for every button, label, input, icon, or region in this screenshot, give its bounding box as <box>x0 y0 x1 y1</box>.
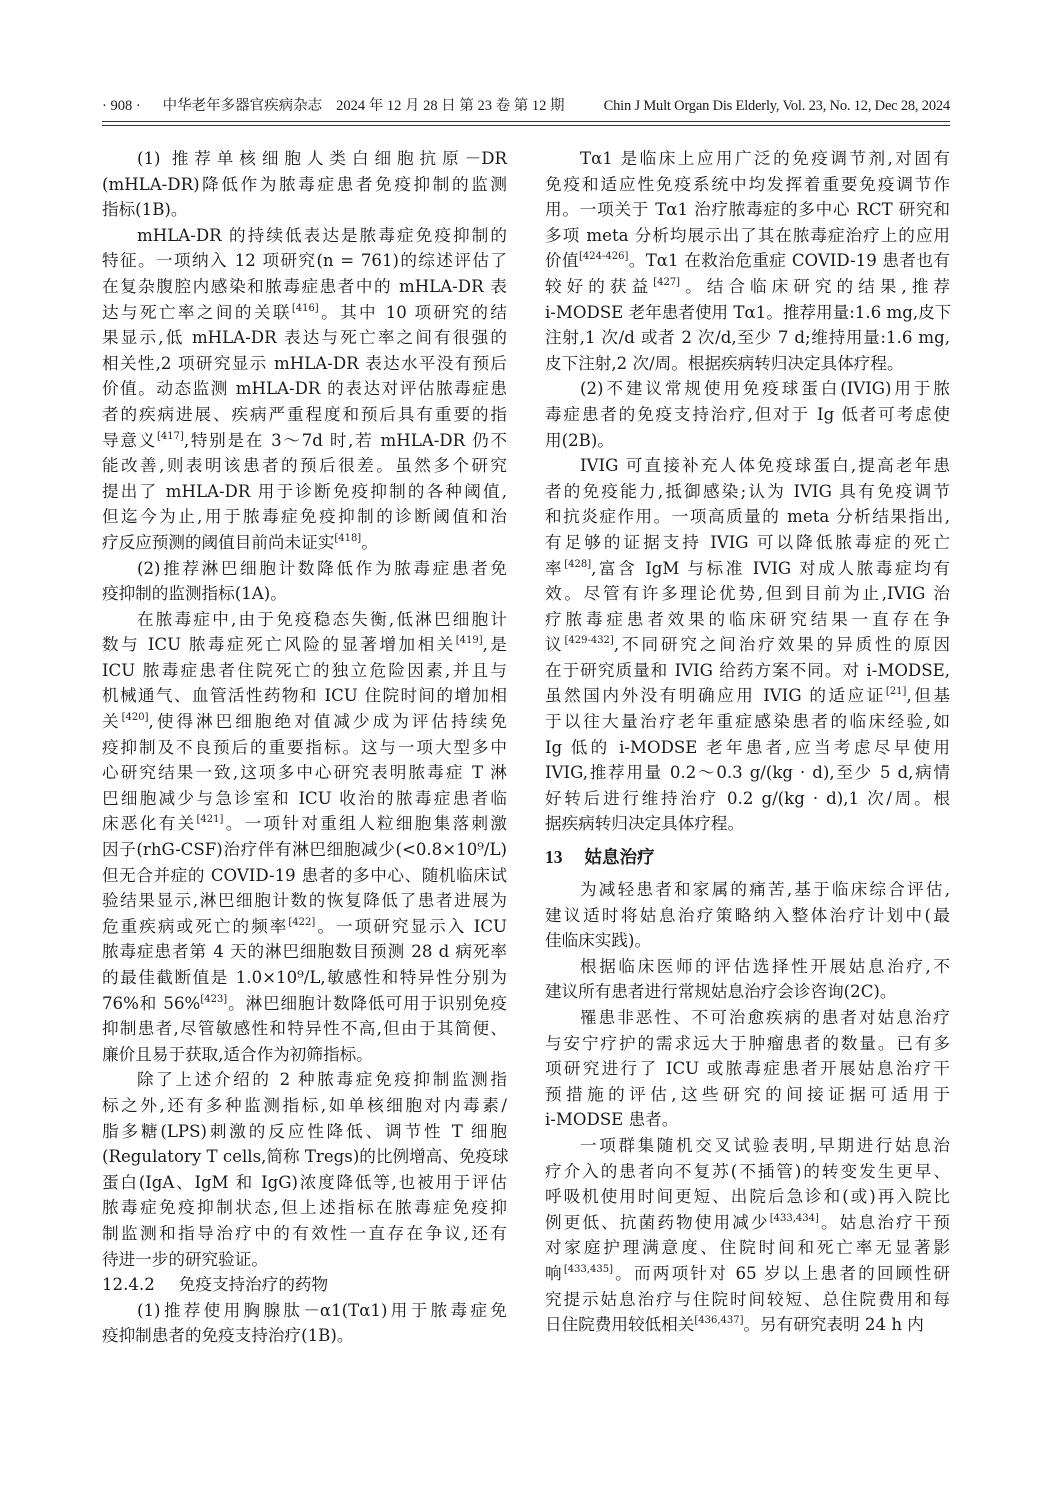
text-line <box>102 172 507 198</box>
line-text: 据疾病转归决定具体疗程。 <box>545 814 745 834</box>
text-line <box>102 453 507 479</box>
text-line <box>102 1042 507 1068</box>
line-text: 脓毒症患者第 4 天的淋巴细胞数目预测 28 d 病死率 <box>102 942 507 962</box>
line-text: i-MODSE 患者。 <box>545 1110 679 1130</box>
text-line <box>102 1067 507 1093</box>
text-line <box>545 172 950 198</box>
text-line <box>545 811 950 837</box>
line-text: 标之外,还有多种监测指标,如单核细胞对内毒素/ <box>102 1095 507 1115</box>
text-line <box>102 735 507 761</box>
line-text-continued: 。结合临床研究的结果,推荐 <box>680 276 951 296</box>
line-text: 蛋白(IgA、IgM 和 IgG)浓度降低等,也被用于评估 <box>102 1172 507 1192</box>
line-text: 数与 ICU 脓毒症死亡风险的显著增加相关 <box>102 635 456 655</box>
text-line <box>102 760 507 786</box>
line-text: 佳临床实践)。 <box>545 931 652 951</box>
text-line <box>102 1119 507 1145</box>
line-text: 疫抑制及不良预后的重要指标。这与一项大型多中 <box>102 737 507 757</box>
line-text: 巴细胞减少与急诊室和 ICU 收治的脓毒症患者临 <box>102 788 507 808</box>
citation-reference[interactable]: [418] <box>334 532 362 544</box>
citation-reference[interactable]: [436,437] <box>694 1315 744 1327</box>
text-line <box>102 683 507 709</box>
citation-reference[interactable]: [420] <box>121 712 149 724</box>
text-line <box>102 863 507 889</box>
citation-reference[interactable]: [419] <box>455 635 483 647</box>
line-text-continued: ,但基 <box>906 686 950 706</box>
line-text: 建议所有患者进行常规姑息治疗会诊咨询(2C)。 <box>545 982 897 1002</box>
line-text-continued: 。姑息治疗干预 <box>818 1212 951 1232</box>
line-text: 根据临床医师的评估选择性开展姑息治疗,不 <box>580 956 950 976</box>
text-line <box>102 428 507 454</box>
line-text: 罹患非恶性、不可治愈疾病的患者对姑息治疗 <box>580 1008 950 1027</box>
line-text: 有足够的证据支持 IVIG 可以降低脓毒症的死亡 <box>545 532 950 552</box>
citation-reference[interactable]: [429-432] <box>564 635 614 647</box>
line-text: 者的疾病进展、疾病严重程度和预后具有重要的指 <box>102 404 507 424</box>
subsection-title: 免疫支持治疗的药物 <box>178 1275 329 1295</box>
line-text: 价值 <box>545 251 579 271</box>
line-text: 项研究进行了 ICU 或脓毒症患者开展姑息治疗干 <box>545 1059 950 1079</box>
text-line <box>545 1210 950 1236</box>
text-line <box>102 581 507 607</box>
line-text: 抑制患者,尽管敏感性和特异性不高,但由于其简便、 <box>102 1019 507 1039</box>
line-text: 脓毒症免疫抑制状态,但上述指标在脓毒症免疫抑 <box>102 1198 507 1218</box>
text-line <box>102 1016 507 1042</box>
text-line <box>545 760 950 786</box>
text-line <box>102 274 507 300</box>
text-line <box>545 903 950 929</box>
left-lines <box>102 146 507 1272</box>
line-text-continued: 。Tα1 在救治危重症 COVID-19 患者也有 <box>628 251 950 271</box>
line-text: 除了上述介绍的 2 种脓毒症免疫抑制监测指 <box>137 1070 507 1090</box>
line-text: 但迄今为止,用于脓毒症免疫抑制的诊断阈值和治 <box>102 507 507 527</box>
line-text-continued: 。一项研究显示入 ICU <box>315 916 507 936</box>
line-text: 因子(rhG-CSF)治疗伴有淋巴细胞减少(<0.8×10⁹/L) <box>102 840 507 860</box>
line-text: 在于研究质量和 IVIG 给药方案不同。对 i-MODSE, <box>545 660 950 680</box>
text-line <box>545 1082 950 1108</box>
text-line <box>102 632 507 658</box>
text-line <box>545 376 950 402</box>
text-line <box>545 274 950 300</box>
journal-title-cn: 中华老年多器官疾病杂志 <box>162 98 323 114</box>
text-line <box>545 453 950 479</box>
text-line <box>102 709 507 735</box>
text-line <box>102 197 507 223</box>
right-column <box>545 146 950 1338</box>
citation-reference[interactable]: [433,435] <box>563 1263 613 1275</box>
subsection-heading <box>102 1272 507 1298</box>
text-line <box>545 1235 950 1261</box>
line-text: Ig 低的 i-MODSE 老年患者,应当考虑尽早使用 <box>545 737 950 757</box>
text-line <box>102 1144 507 1170</box>
text-line <box>102 1323 507 1349</box>
line-text: 呼吸机使用时间更短、出院后急诊和(或)再入院比 <box>545 1187 950 1207</box>
line-text: 验结果显示,淋巴细胞计数的恢复降低了患者进展为 <box>102 891 507 911</box>
text-line <box>102 556 507 582</box>
line-text: 用。一项关于 Tα1 治疗脓毒症的多中心 RCT 研究和 <box>545 200 950 220</box>
text-line <box>545 530 950 556</box>
line-text-continued: ,使得淋巴细胞绝对值减少成为评估持续免 <box>148 712 507 732</box>
text-line <box>545 658 950 684</box>
line-text: IVIG,推荐用量 0.2～0.3 g/(kg · d),至少 5 d,病情 <box>545 763 950 783</box>
line-text: 提出了 mHLA-DR 用于诊断免疫抑制的各种阈值, <box>102 481 507 501</box>
line-text: 建议适时将姑息治疗策略纳入整体治疗计划中(最 <box>545 905 950 925</box>
text-line <box>545 1107 950 1133</box>
text-line <box>545 1133 950 1159</box>
line-text: 在脓毒症中,由于免疫稳态失衡,低淋巴细胞计 <box>137 609 507 629</box>
text-line <box>102 248 507 274</box>
line-text: 用(2B)。 <box>545 430 614 450</box>
text-line <box>545 632 950 658</box>
line-text-continued: ,富含 IgM 与标准 IVIG 对成人脓毒症均有 <box>591 558 951 578</box>
text-line <box>102 504 507 530</box>
left-lines-after <box>102 1298 507 1349</box>
line-text: 76%和 56% <box>102 993 201 1013</box>
line-text: ICU 脓毒症患者住院死亡的独立危险因素,并且与 <box>102 660 507 680</box>
line-text: (1)推荐使用胸腺肽－α1(Tα1)用于脓毒症免 <box>137 1300 507 1320</box>
section-number: 13 <box>545 847 563 868</box>
line-text: 一项群集随机交叉试验表明,早期进行姑息治 <box>580 1135 950 1155</box>
line-text: 导意义 <box>102 430 157 450</box>
text-line <box>102 479 507 505</box>
text-line <box>102 1093 507 1119</box>
line-text: 的最佳截断值是 1.0×10⁹/L,敏感性和特异性分别为 <box>102 968 507 987</box>
line-text: 指标(1B)。 <box>102 200 188 220</box>
line-text: 床恶化有关 <box>102 814 197 834</box>
line-text: 但无合并症的 COVID-19 患者的多中心、随机临床试 <box>102 865 507 885</box>
line-text: 究提示姑息治疗与住院时间较短、总住院费用和每 <box>545 1289 950 1309</box>
text-line <box>545 735 950 761</box>
issue-date-cn: 2024 年 12 月 28 日 第 23 卷 第 12 期 <box>336 98 565 114</box>
line-text: 注射,1 次/d 或者 2 次/d,至少 7 d;维持用量:1.6 mg, <box>545 328 950 348</box>
text-line <box>102 376 507 402</box>
text-line <box>102 888 507 914</box>
text-line <box>545 402 950 428</box>
line-text-continued: 。 <box>361 532 378 552</box>
text-line <box>545 1287 950 1313</box>
running-header <box>102 94 950 116</box>
text-line <box>545 709 950 735</box>
text-line <box>545 223 950 249</box>
text-line <box>102 939 507 965</box>
text-line <box>102 914 507 940</box>
section-heading <box>545 837 950 877</box>
line-text: 皮下注射,2 次/周。根据疾病转归决定具体疗程。 <box>545 353 904 373</box>
text-line <box>545 954 950 980</box>
line-text: 例更低、抗菌药物使用减少 <box>545 1212 770 1232</box>
text-line <box>545 877 950 903</box>
right-lines-after <box>545 877 950 1338</box>
citation-reference[interactable]: [416] <box>291 302 319 314</box>
subsection-number: 12.4.2 <box>102 1275 155 1295</box>
header-rule-top <box>102 121 950 122</box>
line-text: 虽然国内外没有明确应用 IVIG 的适应证 <box>545 686 886 706</box>
text-line <box>102 223 507 249</box>
line-text: (mHLA-DR)降低作为脓毒症患者免疫抑制的监测 <box>102 174 507 194</box>
citation-reference[interactable]: [417] <box>156 430 184 442</box>
text-line <box>102 1298 507 1324</box>
line-text: 疗介入的患者向不复苏(不插管)的转变发生更早、 <box>545 1161 950 1181</box>
journal-citation-en: Chin J Mult Organ Dis Elderly, Vol. 23, No. 12, Dec 28, 2024 <box>603 98 950 114</box>
text-line <box>545 1312 950 1338</box>
line-text-continued: 。另有研究表明 24 h 内 <box>743 1315 924 1335</box>
text-line <box>102 965 507 991</box>
line-text: (Regulatory T cells,简称 Tregs)的比例增高、免疫球 <box>102 1147 509 1167</box>
line-text: 能改善,则表明该患者的预后很差。虽然多个研究 <box>102 456 507 476</box>
line-text: 率 <box>545 558 565 578</box>
left-column <box>102 146 507 1349</box>
citation-reference[interactable]: [424-426] <box>578 251 629 263</box>
text-line <box>545 300 950 326</box>
text-line <box>545 556 950 582</box>
line-text-continued: 。淋巴细胞计数降低可用于识别免疫 <box>227 993 507 1013</box>
text-line <box>545 1031 950 1057</box>
line-text: 于以往大量治疗老年重症感染患者的临床经验,如 <box>545 712 950 732</box>
text-line <box>102 991 507 1017</box>
line-text: i-MODSE 老年患者使用 Tα1。推荐用量:1.6 mg,皮下 <box>545 302 952 322</box>
right-lines <box>545 146 950 837</box>
citation-reference[interactable]: [21] <box>885 686 907 698</box>
line-text-continued: ,特别是在 3～7d 时,若 mHLA-DR 仍不 <box>183 430 508 450</box>
line-text-continued: ,不同研究之间治疗效果的异质性的原因 <box>613 635 950 655</box>
line-text-continued: ,是 <box>482 635 507 655</box>
line-text: 价值。动态监测 mHLA-DR 的表达对评估脓毒症患 <box>102 379 507 399</box>
text-line <box>102 1170 507 1196</box>
line-text: 好转后进行维持治疗 0.2 g/(kg · d),1 次/周。根 <box>545 788 950 808</box>
citation-reference[interactable]: [422] <box>288 916 316 928</box>
line-text: 毒症患者的免疫支持治疗,但对于 Ig 低者可考虑使 <box>545 404 950 424</box>
citation-reference[interactable]: [423] <box>200 993 228 1005</box>
text-line <box>102 1221 507 1247</box>
line-text-continued: 。其中 10 项研究的结 <box>318 302 507 322</box>
text-line <box>102 351 507 377</box>
line-text: 议 <box>545 635 565 655</box>
line-text: 者的免疫能力,抵御感染;认为 IVIG 具有免疫调节 <box>545 481 950 501</box>
text-line <box>545 248 950 274</box>
text-line <box>545 146 950 172</box>
line-text: 多项 meta 分析均展示出了其在脓毒症治疗上的应用 <box>545 225 950 245</box>
line-text: 疫抑制患者的免疫支持治疗(1B)。 <box>102 1326 354 1346</box>
text-line <box>545 197 950 223</box>
text-line <box>102 1195 507 1221</box>
text-line <box>102 530 507 556</box>
line-text: (1) 推荐单核细胞人类白细胞抗原－DR <box>137 149 507 168</box>
line-text: 预措施的评估,这些研究的间接证据可适用于 <box>545 1084 950 1104</box>
line-text: 较好的获益 <box>545 276 654 296</box>
text-line <box>102 811 507 837</box>
text-line <box>545 1056 950 1082</box>
text-line <box>102 607 507 633</box>
citation-reference[interactable]: [428] <box>564 558 592 570</box>
text-line <box>102 1247 507 1273</box>
text-line <box>545 1005 950 1031</box>
citation-reference[interactable]: [427] <box>653 276 681 288</box>
text-line <box>545 979 950 1005</box>
line-text: 响 <box>545 1263 564 1283</box>
text-line <box>545 479 950 505</box>
line-text: 和抗炎症作用。一项高质量的 meta 分析结果指出, <box>545 507 950 527</box>
line-text-continued: 。而两项针对 65 岁以上患者的回顾性研 <box>612 1263 950 1283</box>
line-text: (2)不建议常规使用免疫球蛋白(IVIG)用于脓 <box>580 379 950 399</box>
text-line <box>102 325 507 351</box>
line-text: 对家庭护理满意度、住院时间和死亡率无显著影 <box>545 1238 950 1258</box>
line-text: mHLA-DR 的持续低表达是脓毒症免疫抑制的 <box>137 225 507 245</box>
text-line <box>102 402 507 428</box>
section-title: 姑息治疗 <box>584 848 655 869</box>
line-text: 疗反应预测的阈值目前尚未证实 <box>102 532 335 552</box>
text-line <box>545 581 950 607</box>
header-rule-bottom <box>102 125 950 126</box>
text-line <box>545 351 950 377</box>
text-line <box>545 1261 950 1287</box>
line-text: 待进一步的研究验证。 <box>102 1249 268 1269</box>
text-line <box>102 658 507 684</box>
text-line <box>102 146 507 172</box>
line-text: 脂多糖(LPS)刺激的反应性降低、调节性 T 细胞 <box>102 1121 507 1141</box>
line-text: 疫抑制的监测指标(1A)。 <box>102 584 287 604</box>
text-line <box>545 786 950 812</box>
line-text: 在复杂腹腔内感染和脓毒症患者中的 mHLA-DR 表 <box>102 276 507 296</box>
text-line <box>102 786 507 812</box>
line-text: 相关性,2 项研究显示 mHLA-DR 表达水平没有预后 <box>102 353 507 373</box>
text-line <box>545 607 950 633</box>
text-line <box>545 428 950 454</box>
page-number: · 908 · <box>102 98 141 114</box>
text-line <box>102 837 507 863</box>
line-text: 达与死亡率之间的关联 <box>102 302 292 322</box>
line-text: 危重疾病或死亡的频率 <box>102 916 289 936</box>
line-text: 心研究结果一致,这项多中心研究表明脓毒症 T 淋 <box>102 763 507 783</box>
line-text: 与安宁疗护的需求远大于肿瘤患者的数量。已有多 <box>545 1033 950 1053</box>
line-text: 疗脓毒症患者效果的临床研究结果一直存在争 <box>545 609 950 629</box>
text-line <box>102 300 507 326</box>
line-text: 效。尽管有许多理论优势,但到目前为止,IVIG 治 <box>545 584 950 604</box>
line-text-continued: 。一项针对重组人粒细胞集落刺激 <box>223 814 508 834</box>
line-text: 制监测和指导治疗中的有效性一直存在争议,还有 <box>102 1223 507 1243</box>
text-line <box>545 683 950 709</box>
line-text: 日住院费用较低相关 <box>545 1315 695 1335</box>
line-text: 关 <box>102 712 122 732</box>
line-text: 机械通气、血管活性药物和 ICU 住院时间的增加相 <box>102 686 507 706</box>
line-text: 免疫和适应性免疫系统中均发挥着重要免疫调节作 <box>545 174 950 194</box>
text-line <box>545 1159 950 1185</box>
citation-reference[interactable]: [433,434] <box>769 1212 819 1224</box>
text-line <box>545 1184 950 1210</box>
line-text: Tα1 是临床上应用广泛的免疫调节剂,对固有 <box>580 149 950 168</box>
text-line <box>545 504 950 530</box>
line-text: (2)推荐淋巴细胞计数降低作为脓毒症患者免 <box>137 558 507 578</box>
line-text: 廉价且易于获取,适合作为初筛指标。 <box>102 1044 373 1064</box>
citation-reference[interactable]: [421] <box>196 814 224 826</box>
text-line <box>545 928 950 954</box>
line-text: IVIG 可直接补充人体免疫球蛋白,提高老年患 <box>580 456 950 476</box>
line-text: 特征。一项纳入 12 项研究(n = 761)的综述评估了 <box>102 251 507 271</box>
line-text: 为减轻患者和家属的痛苦,基于临床综合评估, <box>580 880 950 900</box>
line-text: 果显示,低 mHLA-DR 表达与死亡率之间有很强的 <box>102 328 507 348</box>
text-line <box>545 325 950 351</box>
